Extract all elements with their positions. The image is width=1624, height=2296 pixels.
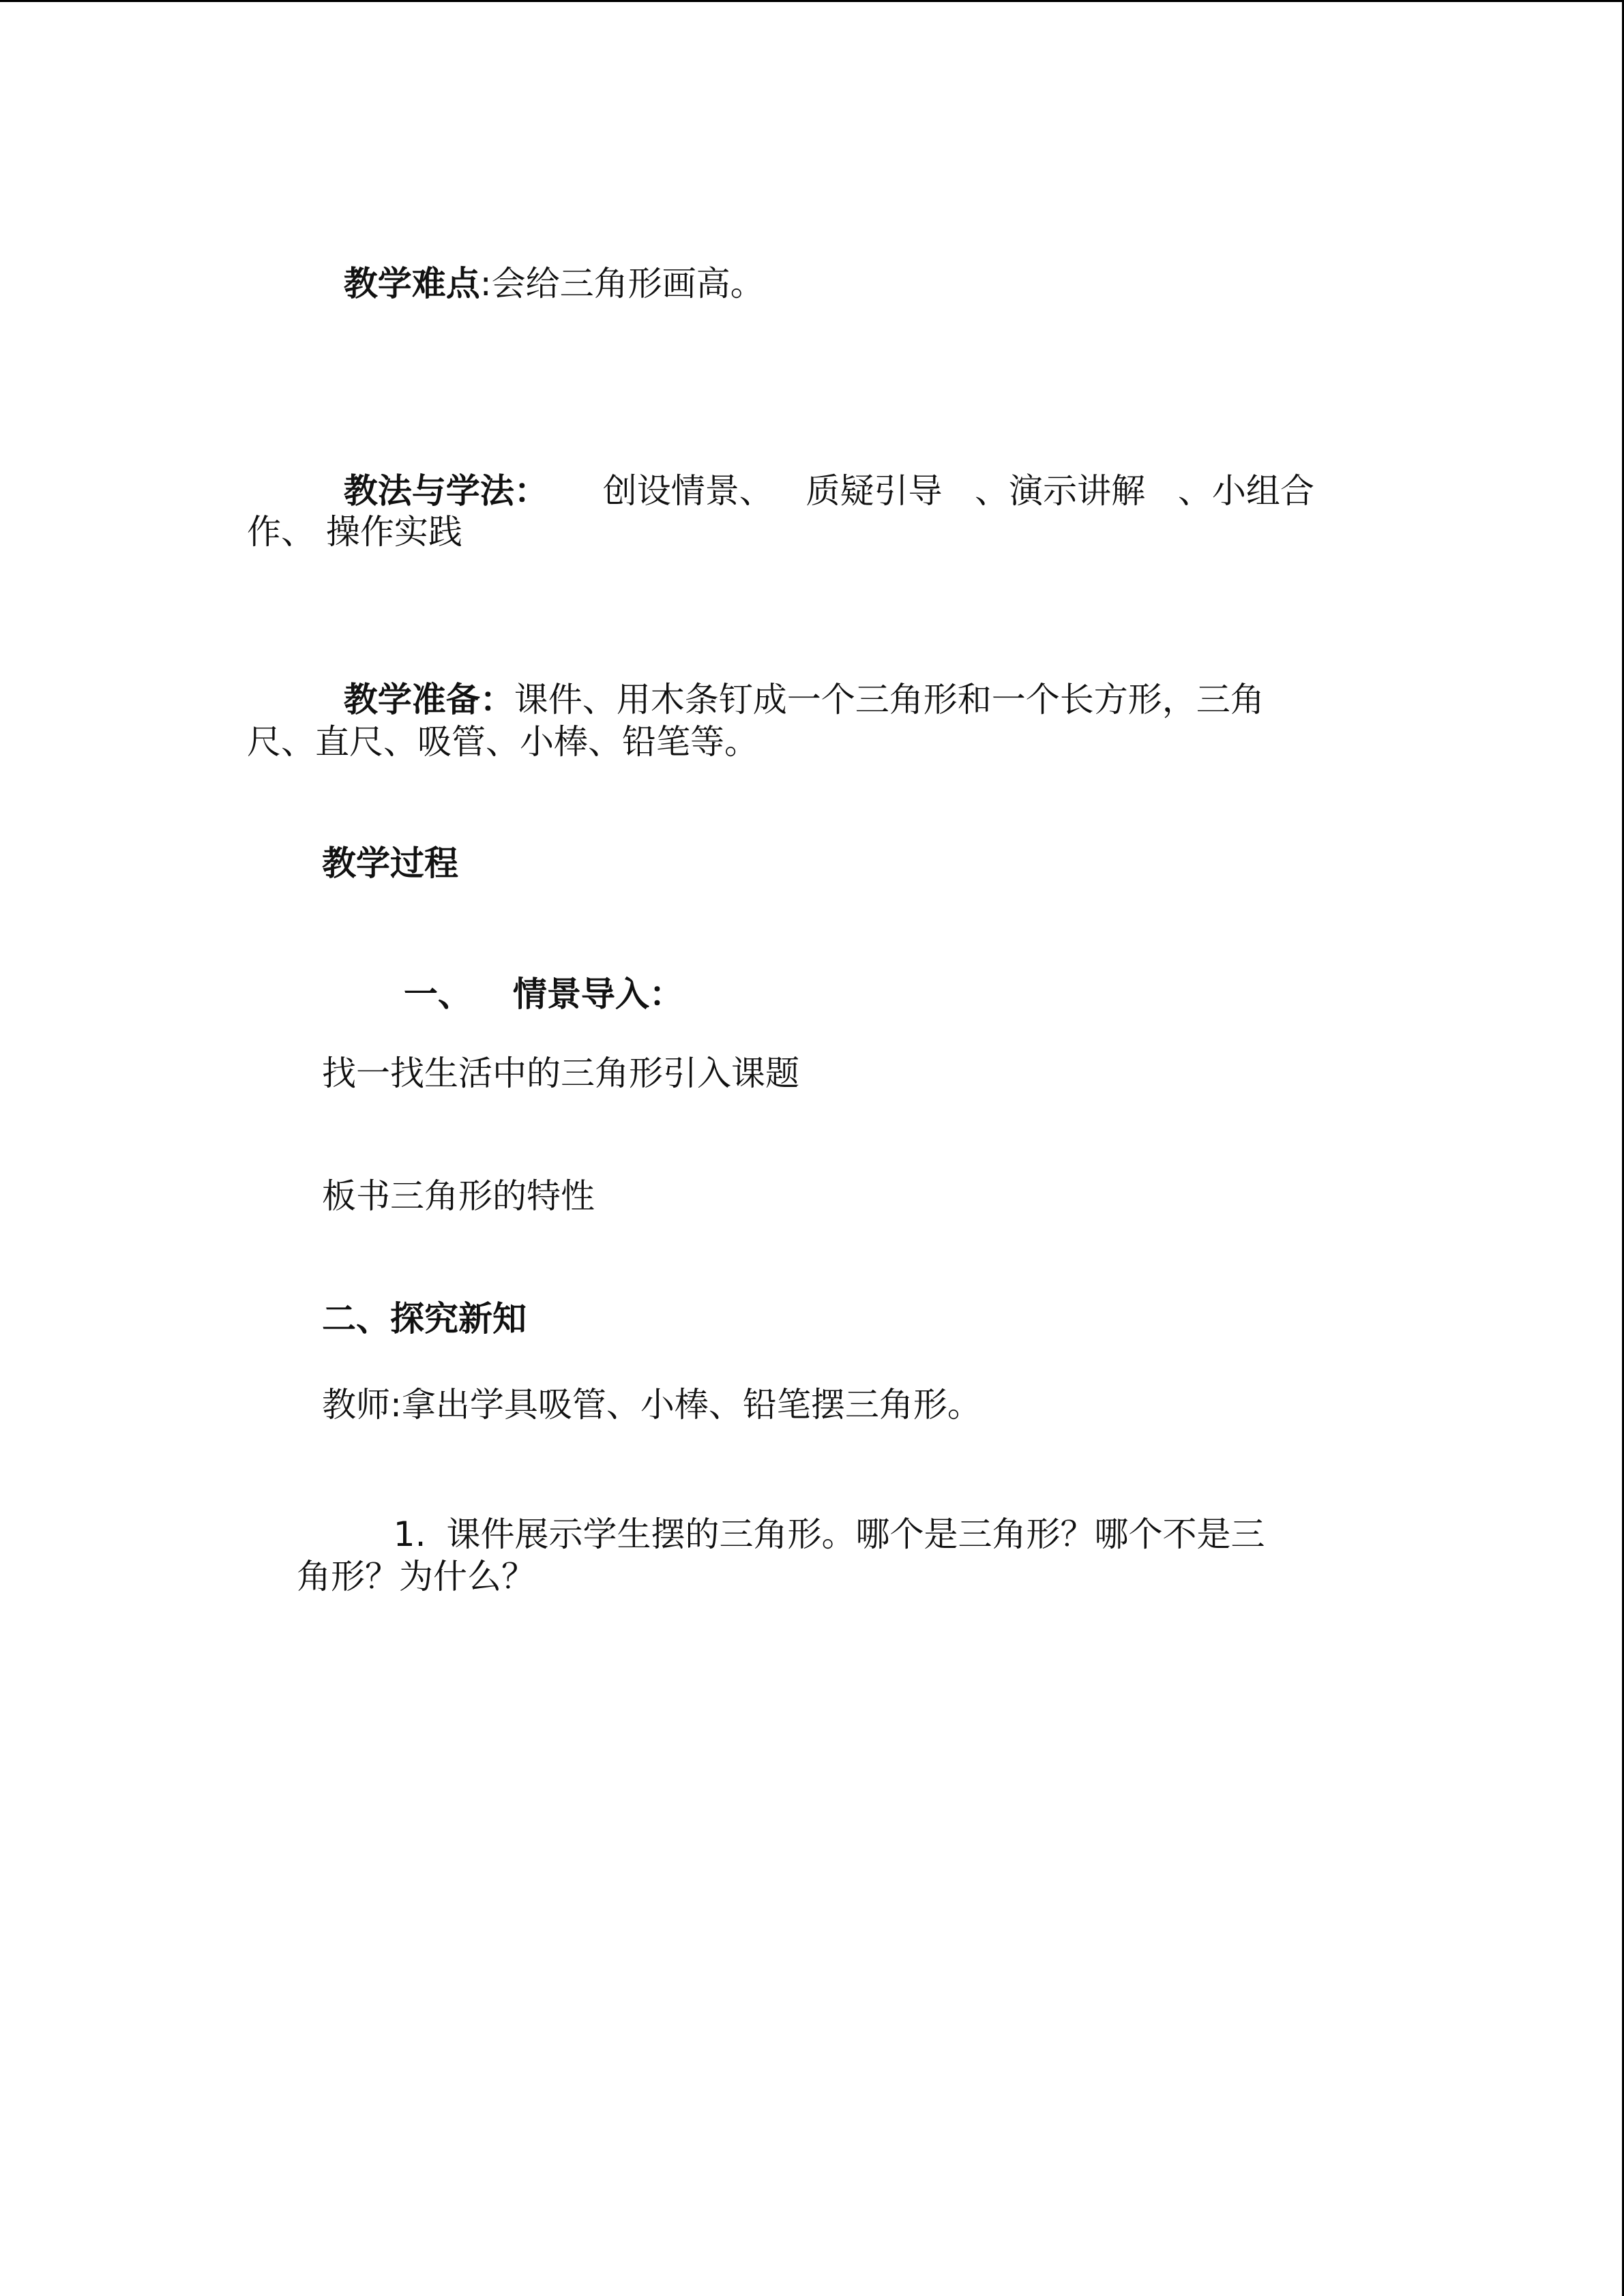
methods-text-1: 创设情景、 质疑引导 、演示讲解 、小组合 [602, 471, 1314, 511]
preparation-line-2: 尺、直尺、吸管、小棒、铅笔等。 [247, 722, 758, 762]
preparation-label: 教学准备： [343, 680, 514, 719]
teacher-line: 教师:拿出学具吸管、小棒、铅笔摆三角形。 [322, 1385, 981, 1425]
section-1-title: 情景导入： [512, 974, 683, 1014]
methods-label: 教法与学法： [343, 471, 548, 511]
process-item-1: 找一找生活中的三角形引入课题 [322, 1054, 799, 1093]
difficulty-label: 教学难点 [343, 264, 480, 303]
preparation-text-1: 课件、用木条钉成一个三角形和一个长方形，三角 [514, 680, 1265, 719]
point-1-line-1 [372, 1469, 1265, 1556]
section-2-heading: 二、探究新知 [322, 1299, 527, 1339]
point-1-number: 1. [393, 1515, 426, 1554]
difficulty-text: 会给三角形画高。 [491, 264, 765, 303]
section-1-number: 一、 [403, 974, 472, 1014]
preparation-line-1 [322, 634, 1265, 721]
methods-line-2: 作、 操作实践 [247, 512, 462, 552]
process-title: 教学过程 [322, 844, 458, 883]
section-1-heading [380, 929, 683, 1016]
difficulty-line [322, 218, 765, 305]
methods-line-1 [322, 426, 1314, 513]
difficulty-separator: : [479, 264, 492, 303]
process-item-2: 板书三角形的特性 [322, 1176, 595, 1216]
point-1-line-2: 角形？为什么？ [297, 1557, 535, 1596]
point-1-text-1: 课件展示学生摆的三角形。哪个是三角形？哪个不是三 [446, 1515, 1265, 1554]
